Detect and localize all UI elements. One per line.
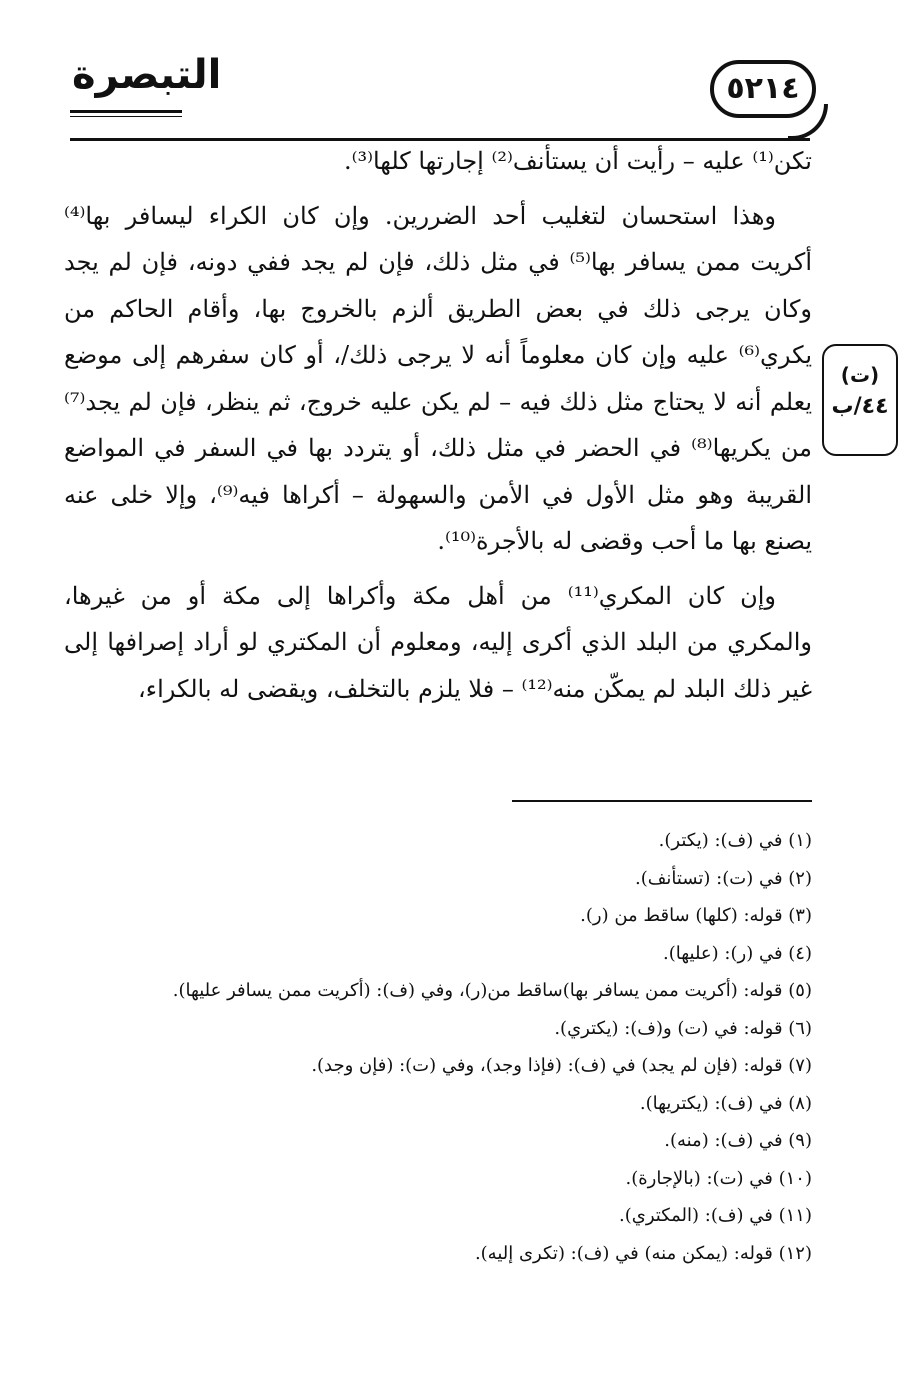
footnote-5: (٥) قوله: (أكريت ممن يسافر بها)ساقط من(ر)، وفي (ف): (أكريت ممن يسافر عليها).	[172, 980, 812, 1001]
book-title: التبصرة	[72, 52, 222, 98]
title-underline-thin	[70, 116, 182, 117]
footnote-11: (١١) في (ف): (المكتري).	[619, 1205, 812, 1226]
footnote-7: (٧) قوله: (فإن لم يجد) في (ف): (فإذا وجد)، وفي (ت): (فإن وجد).	[311, 1055, 812, 1076]
main-text	[64, 138, 812, 712]
footnote-separator	[512, 800, 812, 802]
paragraph-2: وهذا استحسان لتغليب أحد الضررين. وإن كان الكراء ليسافر بها⁽⁴⁾ أكريت ممن يسافر بها⁽⁵⁾ في مثل ذلك، فإن لم يجد ففي دونه، فإن لم يجد وكان يرجى ذلك في بعض الطريق ألزم بالخروج بها، وأقام الحاكم من يكري⁽⁶⁾ عليه وإن كان معلوماً أنه لا يرجى ذلك/، أو كان سفرهم إلى موضع يعلم أنه لا يحتاج مثل ذلك فيه – لم يكن عليه خروج، ثم ينظر، فإن لم يجد⁽⁷⁾ من يكريها⁽⁸⁾ في الحضر في مثل ذلك، أو يتردد بها في السفر في المواضع القريبة وهو مثل الأول في الأمن والسهولة – أكراها فيه⁽⁹⁾، وإلا خلى عنه يصنع بها ما أحب وقضى له بالأجرة⁽¹⁰⁾.	[64, 201, 813, 555]
footnote-2: (٢) في (ت): (تستأنف).	[635, 867, 812, 889]
footnote-4: (٤) في (ر): (عليها).	[663, 942, 812, 964]
manuscript-siglum: (ت)	[840, 363, 880, 387]
paragraph-1: تكن⁽¹⁾ عليه – رأيت أن يستأنف⁽²⁾ إجارتها كلها⁽³⁾.	[343, 147, 812, 175]
footnote-10: (١٠) في (ت): (بالإجارة).	[625, 1167, 812, 1189]
footnote-12: (١٢) قوله: (يمكن منه) في (ف): (تكرى إليه).	[474, 1242, 812, 1264]
folio-number: ٤٤/ب	[831, 394, 889, 419]
footnote-8: (٨) في (ف): (يكتريها).	[639, 1092, 812, 1114]
title-underline	[70, 110, 182, 113]
paragraph-3: وإن كان المكري⁽¹¹⁾ من أهل مكة وأكراها إلى مكة أو من غيرها، والمكري من البلد الذي أكرى إليه، ومعلوم أن المكتري لو أراد إصرافها إلى غير ذلك البلد لم يمكّن منه⁽¹²⁾ – فلا يلزم بالتخلف، ويقضى له بالكراء،	[64, 581, 812, 703]
footnote-1: (١) في (ف): (يكتر).	[658, 830, 812, 851]
page-number: ٥٢١٤	[710, 60, 816, 118]
page-header	[60, 44, 820, 124]
footnote-6: (٦) قوله: في (ت) و(ف): (يكتري).	[554, 1017, 812, 1039]
footnotes-list	[160, 822, 812, 1272]
footnote-3: (٣) قوله: (كلها) ساقط من (ر).	[580, 905, 812, 926]
footnote-9: (٩) في (ف): (منه).	[664, 1130, 812, 1151]
manuscript-folio-note	[822, 344, 898, 456]
